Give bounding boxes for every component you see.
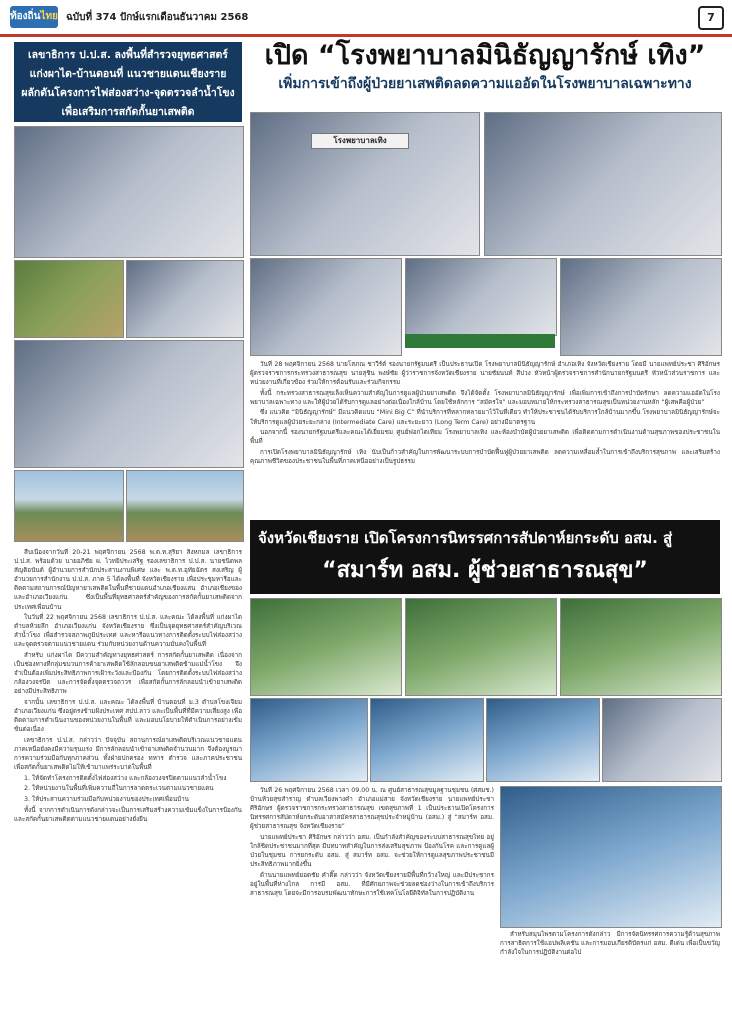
map-photo [14, 260, 124, 338]
logo-text: ท้องถิ่น [10, 11, 41, 22]
page-number: 7 [698, 6, 724, 30]
paragraph: วันที่ 28 พฤศจิกายน 2568 นายโสภณ ชาวีร์ต์ รองนายกรัฐมนตรี เป็นประธานเปิด โรงพยาบาลมินิธัญญารักษ์ อำเภอเทิง จังหวัดเชียงราย โดยมี นายแพทย์ประชา ศิริอักษร ผู้ตรวจราชการกระทรวงสาธารณสุข นายสุชิน พงษ์ชัย ผู้ว่าราชการจังหวัดเชียงราย นายชัยนนท์ สีปวง หัวหน้าผู้ตรวจราชการสำนักนายกรัฐมนตรี หัวหน้าส่วนราชการ และหน่วยงานที่เกี่ยวข้อง ร่วมให้การต้อนรับและร่วมกิจกรรม [250, 361, 720, 387]
officials-meeting-photo [14, 340, 244, 468]
paragraph: ทั้งนี้ กระทรวงสาธารณสุขเล็งเห็นความสำคัญในการดูแลผู้ป่วยยาเสพติด จึงได้จัดตั้ง โรงพยาบาลมินิธัญญารักษ์ เพื่อเพิ่มการเข้าถึงการบำบัดรักษา ลดความแออัดในโรงพยาบาลเฉพาะทาง และให้ผู้ป่วยได้รับการดูแลอย่างต่อเนื่องใกล้บ้าน โดยใช้หลักการ “สมัครใจ” และมอบหมายให้กระทรวงสาธารณสุขเป็นหน่วยงานหลัก “ผู้เสพคือผู้ป่วย” [250, 389, 720, 406]
right-story-2-headline [250, 520, 720, 594]
right-story-2-headline-line1: จังหวัดเชียงราย เปิดโครงการนิทรรศการสัปดาห์ยกระดับ อสม. สู่ [258, 529, 673, 547]
left-headline-line: เลขาธิการ ป.ป.ส. ลงพื้นที่สำรวจยุทธศาสตร์ [28, 49, 228, 61]
ribbon-cutting-photo [484, 112, 722, 256]
left-headline-line: ผลักดันโครงการไฟส่องสว่าง-จุดตรวจลำน้ำโขง [21, 87, 235, 99]
asm-group-photo-1 [250, 598, 402, 696]
paragraph: การเปิดโรงพยาบาลมินิธัญญารักษ์ เทิง นับเป็นก้าวสำคัญในการพัฒนาระบบการบำบัดฟื้นฟูผู้ป่วยยาเสพติด ลดความเหลื่อมล้ำในการเข้าถึงบริการสุขภาพ และเสริมสร้างคุณภาพชีวิตของประชาชนในพื้นที่ภาคเหนืออย่างเป็นรูปธรรม [250, 448, 720, 465]
asm-event-photo-3 [486, 698, 600, 782]
paragraph: เลขาธิการ ป.ป.ส. กล่าวว่า ปัจจุบัน สถานการณ์ยาเสพติดบริเวณแนวชายแดนภาคเหนือยังคงมีความรุนแรง มีการลักลอบนำเข้ายาเสพติดจำนวนมาก จึงต้องบูรณาการความร่วมมือกับทุกภาคส่วน ทั้งฝ่ายปกครอง ทหาร ตำรวจ และภาคประชาชน เพื่อสกัดกั้นยาเสพติดไม่ให้เข้ามาแพร่ระบาดในพื้นที่ [14, 736, 242, 772]
hospital-group-photo [250, 112, 480, 256]
right-story-2-body-continued [500, 930, 720, 1018]
left-headline-line: เพื่อเสริมการสกัดกั้นยาเสพติด [61, 106, 195, 118]
mekong-view-photo [126, 470, 244, 542]
paragraph: นอกจากนี้ รองนายกรัฐมนตรีและคณะได้เยี่ยมชม ศูนย์ฟอกไตเทียม โรงพยาบาลเทิง และห้องบำบัดผู้ป่วยยาเสพติด เพื่อติดตามการดำเนินงานด้านสุขภาพของประชาชนในพื้นที่ [250, 429, 720, 446]
asm-event-photo-2 [370, 698, 484, 782]
paragraph: ทั้งนี้ จากการดำเนินการดังกล่าวจะเป็นการเสริมสร้างความเข้มแข็งในการป้องกันและสกัดกั้นยาเสพติดตามแนวชายแดนอย่างยั่งยืน [14, 806, 242, 823]
left-story-body [14, 548, 242, 1020]
asm-group-photo-2 [405, 598, 557, 696]
right-story-2-body [250, 786, 494, 1016]
paragraph: นายแพทย์ประชา ศิริอักษร กล่าวว่า อสม. เป็นกำลังสำคัญของระบบสาธารณสุขไทย อยู่ใกล้ชิดประชาชนมากที่สุด มีบทบาทสำคัญในการส่งเสริมสุขภาพ ป้องกันโรค และการดูแลผู้ป่วยในชุมชน การยกระดับ อสม. สู่ สมาร์ท อสม. จะช่วยให้การดูแลสุขภาพประชาชนมีประสิทธิภาพมากยิ่งขึ้น [250, 833, 494, 869]
newspaper-logo [10, 6, 58, 28]
asm-event-photo-4 [602, 698, 722, 782]
paragraph: 3. ให้ประสานความร่วมมือกับหน่วยงานของประเทศเพื่อนบ้าน [24, 795, 189, 803]
right-story-2-headline-line2: “สมาร์ท อสม. ผู้ช่วยสาธารณสุข” [322, 558, 648, 583]
left-headline-line: แก่งผาได-บ้านดอนที่ แนวชายแดนเชียงราย [29, 68, 227, 80]
issue-line: ฉบับที่ 374 ปักษ์แรกเดือนธันวาคม 2568 [66, 12, 249, 23]
paragraph: ด้านนายแพทย์ยอดชัย คำติ๊ด กล่าวว่า จังหวัดเชียงรายมีพื้นที่กว้างใหญ่ และมีประชากรอยู่ในพื้นที่ห่างไกล การมี อสม. ที่มีศักยภาพจะช่วยลดช่องว่างในการเข้าถึงบริการสาธารณสุข โดยจะมีการอบรมพัฒนาทักษะการใช้เทคโนโลยีดิจิทัลในการปฏิบัติงาน [250, 871, 494, 898]
paragraph: ซึ่ง แนวคิด “มินิธัญญารักษ์” มีแนวคิดแบบ “Mini Big C” ที่นำบริการที่หลากหลายมาไว้ในที่เดียว ทำให้ประชาชนได้รับบริการใกล้บ้านมากขึ้น โรงพยาบาลมินิธัญญารักษ์จะให้บริการดูแลผู้ป่วยระยะกลาง (Intermediate Care) และระยะยาว (Long Term Care) อย่างมีมาตรฐาน [250, 409, 720, 426]
paragraph: สำหรับสมุนไพรตามโครงการดังกล่าว มีการจัดนิทรรศการความรู้ด้านสุขภาพ การสาธิตการใช้แอปพลิเคชัน และการมอบเกียรติบัตรแก่ อสม. ดีเด่น เพื่อเป็นขวัญกำลังใจในการปฏิบัติงานต่อไป [500, 931, 720, 957]
speech-photo [560, 258, 722, 356]
green-photo-strip [405, 334, 555, 348]
meeting-photo [14, 126, 244, 258]
right-story-1-headline: เปิด “โรงพยาบาลมินิธัญญารักษ์ เทิง” [264, 40, 706, 71]
paragraph: 1. ให้จัดทำโครงการติดตั้งไฟส่องสว่าง และกล้องวงจรปิดตามแนวลำน้ำโขง [24, 774, 227, 782]
visit-photo-2 [405, 258, 557, 336]
paragraph: สำหรับ แก่งผาได มีความสำคัญทางยุทธศาสตร์ การสกัดกั้นยาเสพติด เนื่องจากเป็นช่องทางที่กลุ่มขบวนการค้ายาเสพติดใช้ลักลอบขนยาเสพติดข้ามแม่น้ำโขง จึงจำเป็นต้องเพิ่มประสิทธิภาพการเฝ้าระวังและป้องกัน โดยการติดตั้งระบบไฟส่องสว่าง กล้องวงจรปิด และการจัดตั้งจุดตรวจถาวร เพื่อสกัดกั้นการลักลอบนำเข้ายาเสพติดอย่างมีประสิทธิภาพ [14, 652, 242, 696]
river-photo [14, 470, 124, 542]
asm-group-photo-3 [560, 598, 722, 696]
logo-accent-text: ไทย [40, 11, 58, 22]
paragraph: 2. ให้หน่วยงานในพื้นที่เพิ่มความถี่ในการลาดตระเวนตามแนวชายแดน [24, 785, 214, 793]
right-story-1-body [250, 360, 720, 516]
map-briefing-photo [126, 260, 244, 338]
right-story-1-subheadline: เพิ่มการเข้าถึงผู้ป่วยยาเสพติดลดความแออัดในโรงพยาบาลเฉพาะทาง [278, 76, 692, 92]
asm-volunteers-photo [500, 786, 722, 928]
paragraph: สืบเนื่องจากวันที่ 20-21 พฤศจิกายน 2568 พ.ต.ท.สุริยา สิงหกมล เลขาธิการ ป.ป.ส. พร้อมด้วย นายอภิชัย ผ. ไวทยิประเสริฐ รองเลขาธิการ ป.ป.ส. นายชนิดพล สัญติอนันต์ ผู้อำนวยการสำนักประสานงานพิเศษ และ พ.ต.ท.อุทัยฉัตร สงเสริญ ผู้อำนวยการสำนักงาน ป.ป.ส. ภาค 5 ได้ลงพื้นที่ จังหวัดเชียงราย เพื่อประชุมหารือและติดตามสถานการณ์ปัญหายาเสพติดในพื้นที่ชายแดนอำเภอเชียงแสน อำเภอเชียงของ และอำเภอเวียงแก่น ซึ่งเป็นพื้นที่ยุทธศาสตร์สำคัญของการสกัดกั้นยาเสพติดจากประเทศเพื่อนบ้าน [14, 549, 242, 611]
hospital-sign: โรงพยาบาลเทิง [311, 133, 409, 149]
asm-event-photo-1 [250, 698, 368, 782]
paragraph: ในวันที่ 22 พฤศจิกายน 2568 เลขาธิการ ป.ป.ส. และคณะ ได้ลงพื้นที่ แก่งผาได ตำบลห้วยลึก อำเภอเวียงแก่น จังหวัดเชียงราย ซึ่งเป็นจุดยุทธศาสตร์สำคัญบริเวณลำน้ำโขง เพื่อสำรวจสภาพภูมิประเทศ และหารือแนวทางการติดตั้งระบบไฟส่องสว่างและจุดตรวจตามแนวชายแดน ร่วมกับหน่วยงานด้านความมั่นคงในพื้นที่ [14, 614, 242, 649]
paragraph: วันที่ 26 พฤศจิกายน 2568 เวลา 09.00 น. ณ ศูนย์สาธารณสุขมูลฐานชุมชน (ศสมช.) บ้านห้วยสุขสำราญ ตำบลเวียงพางคำ อำเภอแม่สาย จังหวัดเชียงราย นายแพทย์ประชา ศิริอักษร ผู้ตรวจราชการกระทรวงสาธารณสุข เขตสุขภาพที่ 1 เป็นประธานเปิดโครงการนิทรรศการสัปดาห์ยกระดับอาสาสมัครสาธารณสุขประจำหมู่บ้าน (อสม.) สู่ “สมาร์ท อสม. ผู้ช่วยสาธารณสุข จังหวัดเชียงราย” [250, 787, 494, 831]
paragraph: จากนั้น เลขาธิการ ป.ป.ส. และคณะ ได้ลงพื้นที่ บ้านดอนที่ ม.3 ตำบลโขงเจียม อำเภอเวียงแก่น ซึ่งอยู่ตรงข้ามฝั่งประเทศ สปป.ลาว และเป็นพื้นที่ที่มีความเสี่ยงสูง เพื่อติดตามการดำเนินงานของหน่วยงานในพื้นที่ และมอบนโยบายให้ดำเนินการอย่างเข้มข้นต่อเนื่อง [14, 699, 242, 734]
visit-photo-1 [250, 258, 402, 356]
left-story-headline [14, 42, 242, 122]
